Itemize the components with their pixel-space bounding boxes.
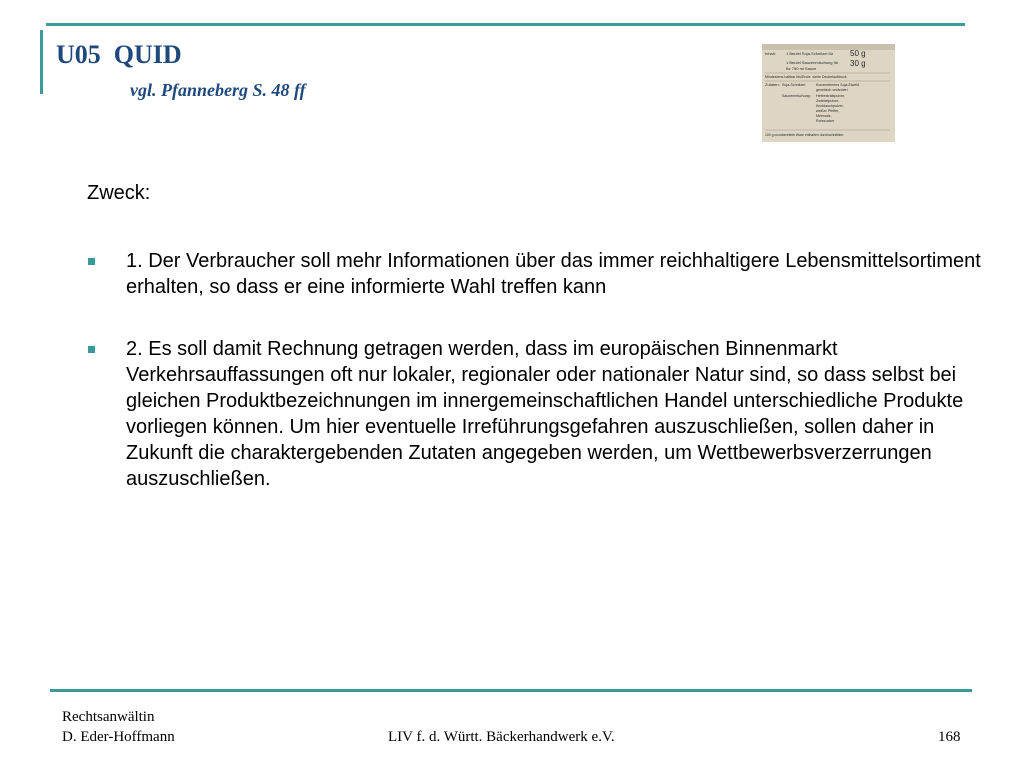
label-paper-shade bbox=[762, 44, 895, 50]
footer-rule bbox=[50, 689, 972, 692]
label-sauce-item: Hefeextraktpulver, bbox=[816, 94, 845, 98]
bullet-item bbox=[88, 248, 993, 300]
label-line2-amount: 30 g bbox=[850, 59, 866, 68]
slide-title: U05 QUID bbox=[56, 40, 182, 69]
label-sauce: Saucenmischung: bbox=[782, 94, 811, 98]
label-sauce-item: Rohrzucker bbox=[816, 119, 835, 123]
square-bullet-icon bbox=[88, 258, 95, 265]
label-mhd: Mindestens haltbar bis/Ende: siehe Deckelaufdruck bbox=[765, 75, 847, 79]
label-line2: 1 Beutel Saucenmischung für bbox=[786, 60, 839, 65]
label-line3: für 750 ml Sauce bbox=[786, 66, 817, 71]
label-zutaten: Zutaten: bbox=[765, 82, 780, 87]
header-left-rule bbox=[40, 30, 43, 94]
label-sauce-item: weißer Pfeffer, bbox=[816, 109, 840, 113]
bullet-text: 2. Es soll damit Rechnung getragen werden, dass im europäischen Binnenmarkt Verkehrsauffassungen oft nur lokaler, regionaler oder nationaler Natur sind, so dass selbst bei gleichen Produktbezeichnungen im innergemeinschaftlichen Handel unterschiedliche Produkte vorliegen können. Um hier eventuelle Irreführungsgefahren auszuschließen, sollen daher in Zukunft die charaktergebenden Zutaten angegeben werden, um Wettbewerbsverzerrungen auszuschließen. bbox=[126, 338, 964, 490]
label-inhalt: Inhalt: bbox=[765, 51, 776, 56]
label-sauce-item: Zwiebelpulver, bbox=[816, 99, 839, 103]
label-paper bbox=[762, 44, 895, 142]
slide-subtitle: vgl. Pfanneberg S. 48 ff bbox=[130, 80, 306, 100]
footer-author-title: Rechtsanwältin bbox=[62, 709, 155, 725]
label-soja-text2: genetisch verändert bbox=[816, 88, 848, 92]
label-line1: 1 Beutel Soja-Schnitzel für bbox=[786, 51, 834, 56]
footer-organization: LIV f. d. Württ. Bäckerhandwerk e.V. bbox=[388, 729, 615, 745]
section-heading: Zweck: bbox=[87, 182, 151, 204]
bullet-item bbox=[88, 336, 993, 492]
footer-author-name: D. Eder-Hoffmann bbox=[62, 729, 175, 745]
label-line1-amount: 50 g bbox=[850, 49, 866, 58]
label-soja: Soja-Schnitzel: bbox=[782, 83, 806, 87]
bullet-list bbox=[88, 248, 993, 528]
label-sauce-item: Knoblauchpulver, bbox=[816, 104, 844, 108]
label-sauce-item: Meersalz, bbox=[816, 114, 832, 118]
header-top-rule bbox=[46, 23, 965, 26]
page-number: 168 bbox=[938, 729, 961, 745]
bullet-text: 1. Der Verbraucher soll mehr Informationen über das immer reichhaltigere Lebensmittelsortiment erhalten, so dass er eine informierte Wahl treffen kann bbox=[126, 250, 981, 298]
label-bottom: 100 g unzubereitete Ware enthalten durchschnittlich: bbox=[765, 133, 845, 137]
label-soja-text: Konzentriertes Soja-Eiweiß bbox=[816, 83, 860, 87]
square-bullet-icon bbox=[88, 346, 95, 353]
footer-author bbox=[62, 707, 175, 747]
food-label-photo bbox=[762, 44, 895, 142]
